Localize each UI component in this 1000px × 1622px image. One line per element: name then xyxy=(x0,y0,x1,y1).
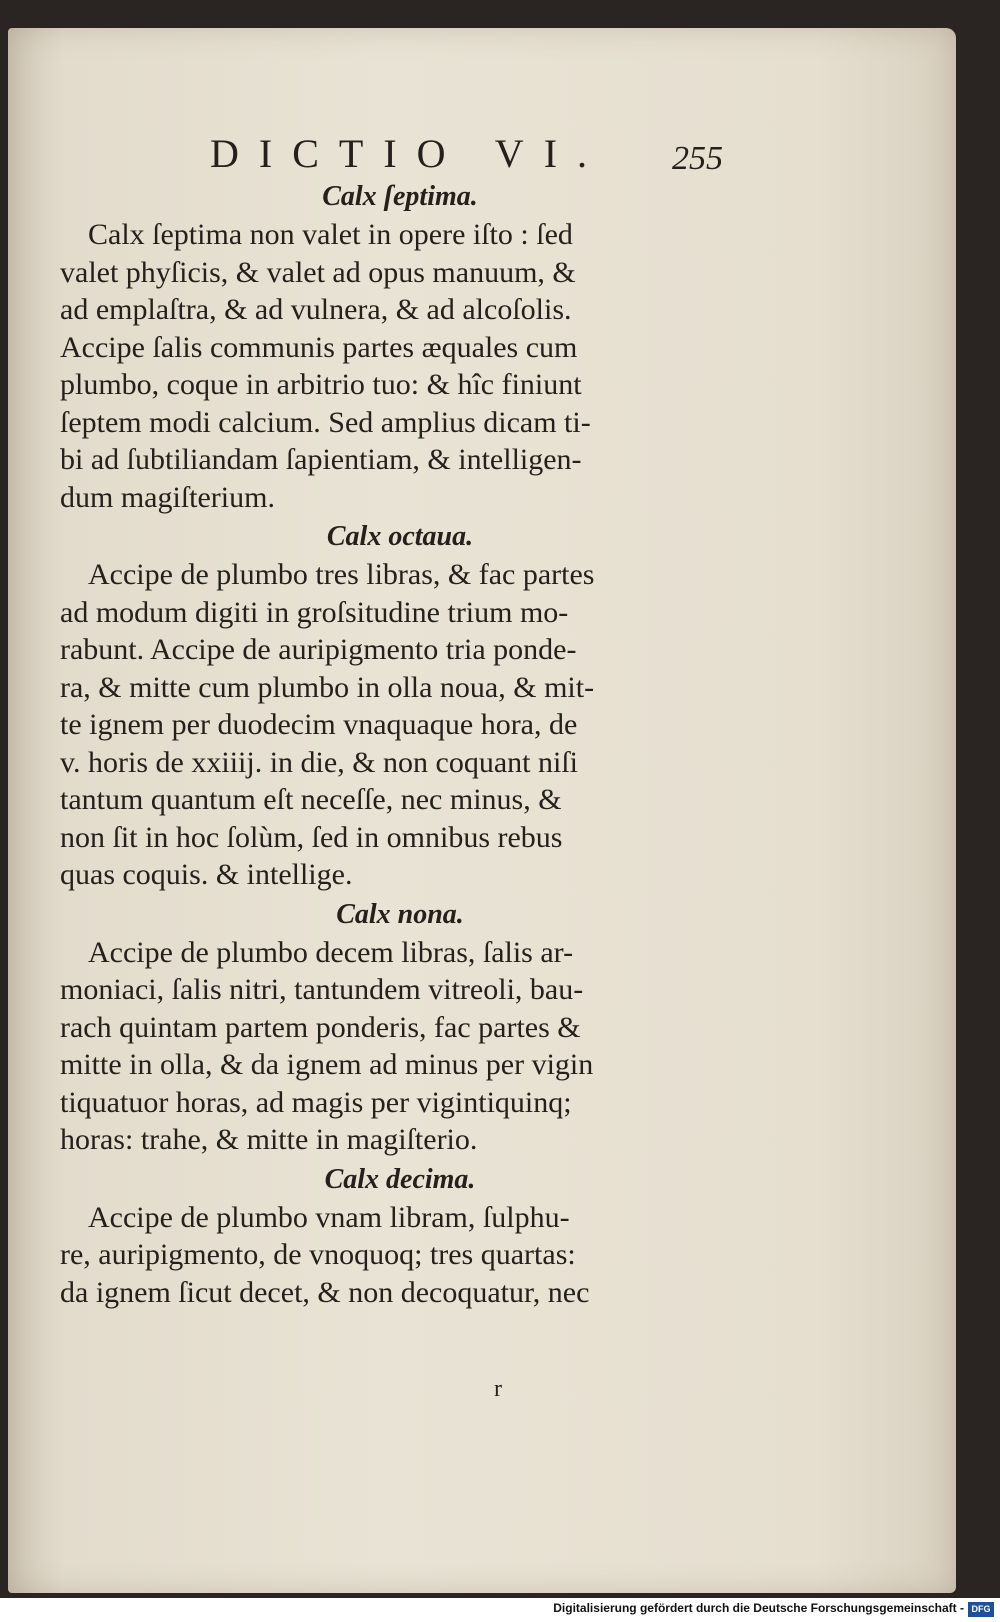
paragraph xyxy=(60,934,740,1159)
text-line: ſeptem modi calcium. Sed amplius dicam ti- xyxy=(60,405,591,439)
digitization-footer xyxy=(0,1598,1000,1622)
text-line: valet phyſicis, & valet ad opus manuum, & xyxy=(60,255,576,289)
text-line: dum magiſterium. xyxy=(60,480,275,514)
section-heading: Calx nona. xyxy=(336,898,464,930)
text-line: Accipe de plumbo vnam libram, ſulphu- xyxy=(88,1200,570,1234)
text-line: plumbo, coque in arbitrio tuo: & hîc finiunt xyxy=(60,368,582,401)
running-head: DICTIO VI. xyxy=(210,131,608,176)
paragraph xyxy=(60,556,740,894)
text-line: Accipe de plumbo tres libras, & fac partes xyxy=(88,558,595,591)
text-line: tiquatuor horas, ad magis per vigintiquinq; xyxy=(60,1085,572,1119)
section-heading: Calx decima. xyxy=(324,1163,476,1195)
text-line: Accipe ſalis communis partes æquales cum xyxy=(60,330,578,364)
section-heading: Calx octaua. xyxy=(326,521,474,552)
text-line: bi ad ſubtiliandam ſapientiam, & intelligen- xyxy=(60,443,582,476)
text-line: non ſit in hoc ſolùm, ſed in omnibus rebus xyxy=(60,820,563,854)
text-line: rabunt. Accipe de auripigmento tria ponde- xyxy=(60,633,577,666)
text-line: te ignem per duodecim vnaquaque hora, de xyxy=(60,708,578,741)
text-line: ra, & mitte cum plumbo in olla noua, & mit- xyxy=(60,670,595,704)
section-heading: Calx ſeptima. xyxy=(322,181,478,212)
text-block xyxy=(60,118,740,1311)
dfg-logo: DFG xyxy=(968,1602,994,1617)
text-line: v. horis de xxiiij. in die, & non coquant niſi xyxy=(60,745,578,779)
text-line: ad modum digiti in groſsitudine trium mo- xyxy=(60,595,569,629)
text-line: Accipe de plumbo decem libras, ſalis ar- xyxy=(88,935,574,969)
text-line: mitte in olla, & da ignem ad minus per vigin xyxy=(60,1048,594,1081)
page-header xyxy=(60,118,740,178)
book-page xyxy=(8,28,956,1593)
text-line: Calx ſeptima non valet in opere iſto : ſed xyxy=(88,218,573,251)
text-line: tantum quantum eſt neceſſe, nec minus, & xyxy=(60,783,562,816)
page-number: 255 xyxy=(672,140,723,177)
text-line: ad emplaſtra, & ad vulnera, & ad alcoſolis. xyxy=(60,293,572,326)
signature-mark: r xyxy=(494,1376,502,1402)
text-line: quas coquis. & intellige. xyxy=(60,858,353,891)
text-line: rach quintam partem ponderis, fac partes & xyxy=(60,1010,581,1044)
text-line: re, auripigmento, de vnoquoq; tres quartas: xyxy=(60,1238,576,1271)
paragraph xyxy=(60,1199,740,1312)
paragraph xyxy=(60,216,740,516)
text-line: horas: trahe, & mitte in magiſterio. xyxy=(60,1123,478,1156)
text-line: moniaci, ſalis nitri, tantundem vitreoli, bau- xyxy=(60,973,584,1006)
funding-credit: Digitalisierung gefördert durch die Deutsche Forschungsgemeinschaft - xyxy=(553,1601,964,1615)
text-line: da ignem ſicut decet, & non decoquatur, nec xyxy=(60,1275,590,1309)
